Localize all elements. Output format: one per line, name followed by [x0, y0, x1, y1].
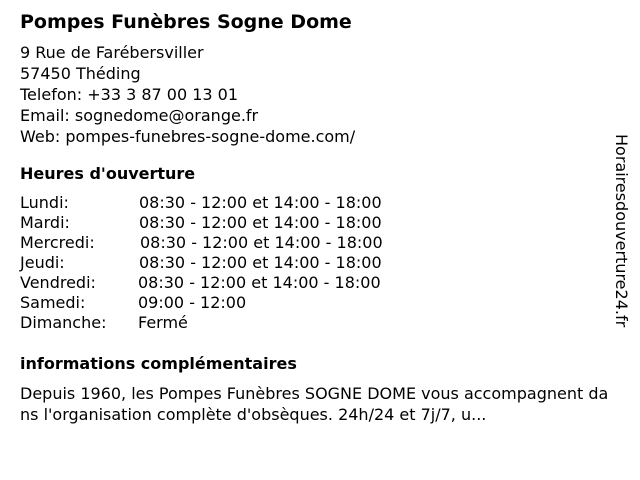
- business-description: Depuis 1960, les Pompes Funèbres SOGNE DOME vous accompagnent dans l'organisation complète d'obsèques. 24h/24 et 7j/7, u...: [20, 384, 609, 424]
- site-brand-watermark: Horairesdouverture24.fr: [612, 134, 631, 328]
- web-line: Web: pompes-funebres-sogne-dome.com/: [20, 127, 356, 146]
- hours-time: 08:30 - 12:00 et 14:00 - 18:00: [139, 213, 382, 232]
- hours-time: 08:30 - 12:00 et 14:00 - 18:00: [139, 253, 382, 272]
- phone-line: Telefon: +33 3 87 00 13 01: [20, 85, 239, 104]
- hours-time: 09:00 - 12:00: [138, 293, 247, 312]
- hours-day: Lundi:: [20, 193, 69, 212]
- hours-day: Jeudi:: [20, 253, 65, 272]
- contact-block: [20, 42, 355, 147]
- email-line: Email: sognedome@orange.fr: [20, 106, 259, 125]
- hours-time: Fermé: [138, 313, 188, 332]
- hours-time: 08:30 - 12:00 et 14:00 - 18:00: [139, 193, 382, 212]
- hours-day: Samedi:: [20, 293, 86, 312]
- opening-hours-heading: Heures d'ouverture: [20, 164, 196, 183]
- hours-day: Mercredi:: [20, 233, 95, 252]
- address-street: 9 Rue de Farébersviller: [20, 43, 204, 62]
- additional-info-heading: informations complémentaires: [20, 354, 297, 373]
- hours-time: 08:30 - 12:00 et 14:00 - 18:00: [140, 233, 383, 252]
- hours-day: Dimanche:: [20, 313, 107, 332]
- hours-day: Mardi:: [20, 213, 70, 232]
- address-city: 57450 Théding: [20, 64, 141, 83]
- business-name: Pompes Funèbres Sogne Dome: [20, 11, 352, 33]
- hours-time: 08:30 - 12:00 et 14:00 - 18:00: [138, 273, 381, 292]
- hours-day: Vendredi:: [20, 273, 96, 292]
